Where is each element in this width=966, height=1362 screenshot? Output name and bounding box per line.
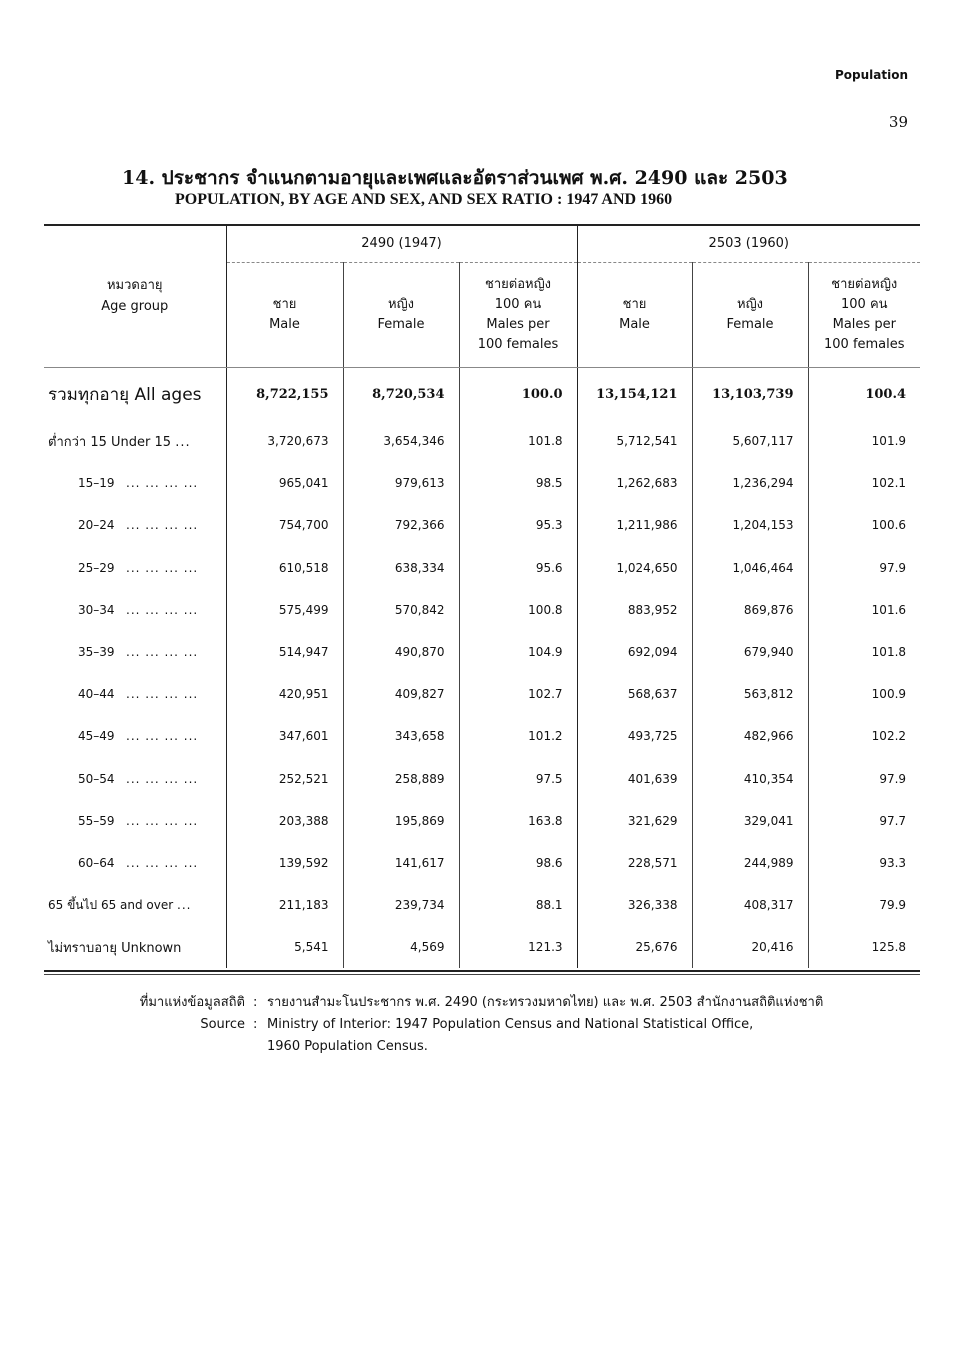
cell-female-1947: 141,617	[343, 842, 459, 884]
cell-male-1947: 3,720,673	[226, 420, 343, 462]
cell-female-1960: 408,317	[692, 884, 808, 926]
cell-male-1947: 575,499	[226, 589, 343, 631]
table-row	[44, 589, 920, 631]
source-label-blank	[105, 1036, 253, 1058]
cell-female-1947: 4,569	[343, 926, 459, 968]
row-label-text: 30–34	[78, 602, 115, 617]
cell-ratio-1947: 163.8	[459, 800, 577, 842]
row-label-dots: ... ... ... ...	[126, 729, 199, 744]
cell-ratio-1960: 97.9	[808, 547, 920, 589]
col-header-male-1960	[577, 263, 692, 368]
row-label: รวมทุกอายุ All ages	[48, 384, 202, 405]
col-header-ratio-1947	[459, 263, 577, 368]
source-row-thai	[105, 992, 823, 1014]
cell-male-1960: 568,637	[577, 673, 692, 715]
table-bottom-rule	[44, 970, 920, 972]
cell-female-1947: 490,870	[343, 631, 459, 673]
cell-male-1960: 321,629	[577, 800, 692, 842]
row-label	[44, 631, 226, 673]
table-row-total	[44, 368, 920, 421]
cell-female-1947: 979,613	[343, 462, 459, 504]
row-label-text: 55–59	[78, 813, 115, 828]
row-label-text: ไม่ทราบอายุ Unknown	[48, 940, 182, 956]
col-header-thai: ชายต่อหญิง	[831, 276, 898, 292]
cell-male-1947: 610,518	[226, 547, 343, 589]
cell-female-1947: 409,827	[343, 673, 459, 715]
row-label-text: 40–44	[78, 687, 115, 702]
cell-ratio-1960: 100.6	[808, 504, 920, 546]
row-label-dots: ... ... ... ...	[126, 687, 199, 702]
col-header-en: Males per	[486, 317, 550, 332]
col-header-en: Male	[269, 317, 300, 332]
cell-male-1960: 5,712,541	[577, 420, 692, 462]
row-label-dots: ...	[175, 434, 191, 450]
col-header-en: Female	[726, 317, 774, 332]
table-row	[44, 715, 920, 757]
cell-ratio-1947: 102.7	[459, 673, 577, 715]
cell-male-1947: 211,183	[226, 884, 343, 926]
cell-male-1947: 514,947	[226, 631, 343, 673]
cell-ratio-1947: 101.8	[459, 420, 577, 462]
row-label	[44, 673, 226, 715]
row-label-text: 60–64	[78, 855, 115, 870]
cell-ratio-1960: 93.3	[808, 842, 920, 884]
cell-ratio-1960: 102.2	[808, 715, 920, 757]
row-label-text: 65 ขึ้นไป 65 and over	[48, 897, 174, 912]
cell-male-1960: 326,338	[577, 884, 692, 926]
table-row	[44, 926, 920, 968]
row-label	[44, 547, 226, 589]
cell-ratio-1947: 104.9	[459, 631, 577, 673]
table-bottom-rule-thin	[44, 974, 920, 975]
cell-female-1960: 482,966	[692, 715, 808, 757]
source-separator-blank	[253, 1036, 267, 1058]
cell-ratio-1947: 100.0	[459, 368, 577, 421]
cell-male-1960: 1,262,683	[577, 462, 692, 504]
row-label	[44, 462, 226, 504]
cell-ratio-1960: 101.8	[808, 631, 920, 673]
cell-female-1960: 5,607,117	[692, 420, 808, 462]
row-label-text: 45–49	[78, 729, 115, 744]
cell-ratio-1960: 101.6	[808, 589, 920, 631]
age-group-header-en: Age group	[101, 298, 169, 314]
cell-female-1947: 570,842	[343, 589, 459, 631]
cell-male-1960: 25,676	[577, 926, 692, 968]
row-label	[44, 589, 226, 631]
row-label-text: 25–29	[78, 560, 115, 575]
cell-female-1947: 792,366	[343, 504, 459, 546]
cell-ratio-1947: 100.8	[459, 589, 577, 631]
col-header-en: Males per	[832, 317, 896, 332]
row-label	[44, 926, 226, 968]
col-header-thai: ชาย	[622, 296, 647, 312]
row-label	[44, 420, 226, 462]
table-title-english: POPULATION, BY AGE AND SEX, AND SEX RATIO : 1947 AND 1960	[175, 191, 673, 208]
cell-male-1960: 883,952	[577, 589, 692, 631]
table-row	[44, 504, 920, 546]
table-row	[44, 631, 920, 673]
source-row-en-2	[105, 1036, 823, 1058]
table-row	[44, 800, 920, 842]
cell-ratio-1947: 95.3	[459, 504, 577, 546]
table-title-thai: 14. ประชากร จำแนกตามอายุและเพศและอัตราส่วนเพศ พ.ศ. 2490 และ 2503	[122, 167, 788, 189]
row-label-dots: ... ... ... ...	[126, 771, 199, 786]
source-label-thai: ที่มาแห่งข้อมูลสถิติ	[139, 995, 245, 1010]
cell-female-1960: 1,046,464	[692, 547, 808, 589]
cell-male-1947: 347,601	[226, 715, 343, 757]
source-note	[105, 992, 823, 1058]
cell-ratio-1960: 97.7	[808, 800, 920, 842]
row-label	[44, 504, 226, 546]
cell-male-1947: 252,521	[226, 758, 343, 800]
cell-ratio-1947: 101.2	[459, 715, 577, 757]
col-header-thai-2: 100 คน	[494, 296, 542, 312]
source-text-en-2: 1960 Population Census.	[267, 1039, 428, 1054]
table-row	[44, 884, 920, 926]
table-row	[44, 420, 920, 462]
population-table-container	[44, 224, 920, 968]
cell-female-1960: 13,103,739	[692, 368, 808, 421]
source-separator: :	[253, 995, 258, 1010]
age-group-header-thai: หมวดอายุ	[106, 278, 163, 294]
cell-male-1947: 965,041	[226, 462, 343, 504]
row-label-dots: ... ... ... ...	[126, 645, 199, 660]
col-header-female-1960	[692, 263, 808, 368]
cell-female-1960: 410,354	[692, 758, 808, 800]
row-label	[44, 758, 226, 800]
cell-ratio-1947: 98.5	[459, 462, 577, 504]
cell-male-1960: 692,094	[577, 631, 692, 673]
cell-female-1960: 1,236,294	[692, 462, 808, 504]
row-label-text: 15–19	[78, 476, 115, 491]
cell-ratio-1947: 121.3	[459, 926, 577, 968]
cell-ratio-1960: 79.9	[808, 884, 920, 926]
cell-female-1947: 638,334	[343, 547, 459, 589]
cell-male-1947: 139,592	[226, 842, 343, 884]
col-header-en-2: 100 females	[824, 337, 905, 353]
cell-female-1960: 329,041	[692, 800, 808, 842]
cell-female-1960: 679,940	[692, 631, 808, 673]
cell-male-1960: 1,024,650	[577, 547, 692, 589]
year-header-1947: 2490 (1947)	[226, 225, 577, 263]
cell-male-1960: 228,571	[577, 842, 692, 884]
cell-female-1960: 1,204,153	[692, 504, 808, 546]
cell-male-1960: 1,211,986	[577, 504, 692, 546]
col-header-thai: ชาย	[272, 296, 297, 312]
cell-female-1960: 563,812	[692, 673, 808, 715]
source-row-en	[105, 1014, 823, 1036]
table-row	[44, 547, 920, 589]
age-group-header	[44, 225, 226, 368]
col-header-thai: ชายต่อหญิง	[485, 276, 551, 292]
row-label-text: 50–54	[78, 771, 115, 786]
cell-female-1947: 3,654,346	[343, 420, 459, 462]
cell-ratio-1960: 125.8	[808, 926, 920, 968]
cell-male-1960: 493,725	[577, 715, 692, 757]
cell-male-1947: 203,388	[226, 800, 343, 842]
row-label-dots: ... ... ... ...	[126, 560, 199, 575]
cell-male-1947: 8,722,155	[226, 368, 343, 421]
cell-female-1947: 239,734	[343, 884, 459, 926]
cell-female-1947: 8,720,534	[343, 368, 459, 421]
table-row	[44, 462, 920, 504]
cell-ratio-1960: 100.9	[808, 673, 920, 715]
cell-ratio-1947: 98.6	[459, 842, 577, 884]
cell-ratio-1960: 101.9	[808, 420, 920, 462]
row-label	[44, 842, 226, 884]
year-header-1960: 2503 (1960)	[577, 225, 920, 263]
col-header-en: Female	[377, 317, 425, 332]
col-header-ratio-1960	[808, 263, 920, 368]
cell-ratio-1960: 100.4	[808, 368, 920, 421]
row-label	[44, 884, 226, 926]
col-header-en: Male	[619, 317, 650, 332]
cell-female-1960: 869,876	[692, 589, 808, 631]
source-text-en: Ministry of Interior: 1947 Population Census and National Statistical Office,	[267, 1017, 754, 1032]
row-label-text: ต่ำกว่า 15 Under 15	[48, 434, 172, 450]
cell-female-1947: 258,889	[343, 758, 459, 800]
row-label-text: 35–39	[78, 645, 115, 660]
col-header-thai-2: 100 คน	[841, 296, 888, 312]
cell-male-1947: 420,951	[226, 673, 343, 715]
source-text-thai: รายงานสำมะโนประชากร พ.ศ. 2490 (กระทรวงมหาดไทย) และ พ.ศ. 2503 สำนักงานสถิติแห่งชาติ	[267, 995, 824, 1010]
population-table	[44, 224, 920, 968]
row-label-dots: ... ... ... ...	[126, 518, 199, 533]
col-header-thai: หญิง	[737, 296, 764, 312]
row-label-dots: ... ... ... ...	[126, 813, 199, 828]
cell-male-1947: 5,541	[226, 926, 343, 968]
col-header-thai: หญิง	[388, 296, 414, 312]
table-row	[44, 842, 920, 884]
row-label-dots: ... ... ... ...	[126, 855, 199, 870]
cell-ratio-1960: 97.9	[808, 758, 920, 800]
row-label-text: 20–24	[78, 518, 115, 533]
cell-ratio-1960: 102.1	[808, 462, 920, 504]
col-header-female-1947	[343, 263, 459, 368]
cell-male-1947: 754,700	[226, 504, 343, 546]
col-header-male-1947	[226, 263, 343, 368]
cell-male-1960: 13,154,121	[577, 368, 692, 421]
row-label-dots: ... ... ... ...	[126, 476, 199, 491]
cell-female-1947: 343,658	[343, 715, 459, 757]
row-label-dots: ... ... ... ...	[126, 602, 199, 617]
cell-female-1960: 20,416	[692, 926, 808, 968]
col-header-en-2: 100 females	[477, 337, 559, 353]
cell-female-1960: 244,989	[692, 842, 808, 884]
source-label-en: Source	[200, 1017, 245, 1032]
cell-male-1960: 401,639	[577, 758, 692, 800]
row-label-dots: ...	[177, 897, 192, 912]
cell-ratio-1947: 95.6	[459, 547, 577, 589]
running-head: Population	[834, 68, 908, 82]
cell-ratio-1947: 88.1	[459, 884, 577, 926]
table-row	[44, 758, 920, 800]
page-number: 39	[888, 113, 908, 131]
row-label	[44, 800, 226, 842]
cell-female-1947: 195,869	[343, 800, 459, 842]
source-separator: :	[253, 1017, 258, 1032]
cell-ratio-1947: 97.5	[459, 758, 577, 800]
table-row	[44, 673, 920, 715]
row-label	[44, 715, 226, 757]
